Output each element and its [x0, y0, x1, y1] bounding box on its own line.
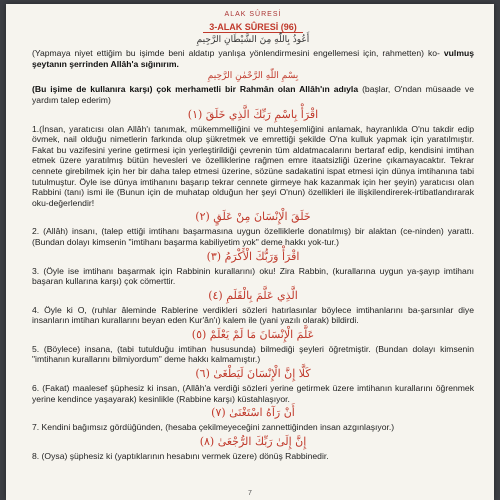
verse-2-arabic: خَلَقَ الْإِنْسَانَ مِنْ عَلَقٍ (٢) — [195, 210, 311, 224]
page-number: 7 — [248, 490, 252, 497]
verse-6-arabic: كَلَّا إِنَّ الْإِنْسَانَ لَيَطْغَىٰ (٦) — [195, 367, 311, 381]
istiaze-translation — [32, 48, 474, 69]
besmele-translation-a: (Bu işime de kullanıra karşı) çok merhametli bir Rahmân olan Allâh'ın adıyla — [32, 84, 359, 95]
besmele-translation-b: (başlar, O'ndan müsaade ve yardım talep ederim) — [32, 84, 475, 105]
verse-7-arabic: أَنْ رَآهُ اسْتَغْنَىٰ (٧) — [211, 406, 295, 420]
verse-6-translation: 6. (Fakat) maalesef şüphesiz ki insan, (Allâh'a verdiği sözleri yerine getirmek üzere imtihanın kurallarını öğrenmek yerine kendince yaşayarak) kesinlikle (Rabbine karşı) küstahlaşıyor. — [32, 383, 474, 404]
verse-1-translation: 1.(İnsan, yaratıcısı olan Allâh'ı tanımak, mükemmelliğini ve muhteşemliğini anlamak, hayranlıkla O'nu takdir edip övmek, nail olduğu nimetlerin farkında olup şükretmek ve emrettiği şekilde O'na kulluk yapmak için yaratılmıştır. Fakat bu vazifesini yerine getirmesi için yerleştirildiği çevrenin tüm aldatmacalarını bertaraf edip, kendisini imtihan etmek üzere yaratılmış bütün hevesleri ve özelliklerine rağmen emre itaatsizliği üzerine çıkamayacaktır. Tekrar cennete girebilmek için her bir daha talep etmesi üzerine, sözüne sadakatini ispat etmesi için dünya imtihanına tabi tutulmuştur. Öyle ise dünya imtihanını başarıp tekrar cennete girmeye hak kazanmak için her şeyin) yaratıcısı olan Rabbini (tanı) ismi ile (Bunun için de muhatap olduğun her şeyi O'nun) özellikleri ile ilişkilendirerek-irtibatlandırarak oku-değerlendir! — [32, 123, 474, 208]
sura-title-text: 3-ALAK SÛRESİ (96) — [203, 22, 303, 33]
verse-4-arabic: الَّذِي عَلَّمَ بِالْقَلَمِ (٤) — [208, 288, 298, 302]
verse-5-arabic: عَلَّمَ الْإِنْسَانَ مَا لَمْ يَعْلَمْ (٥) — [191, 327, 315, 341]
besmele-translation — [32, 84, 474, 105]
verse-8-arabic: إِنَّ إِلَىٰ رَبِّكَ الرُّجْعَىٰ (٨) — [199, 434, 307, 448]
verse-4-translation: 4. Öyle ki O, (ruhlar âleminde Rablerine verdikleri sözleri hatırlasınlar böylece imtihanlarını ba-şarsınlar diye insanların imtihan kurallarını beyan eden Kur'ân'ı) kalem ile (yani yazılı olarak) bildirdi. — [32, 304, 474, 326]
book-page — [6, 4, 494, 500]
verse-5-translation: 5. (Böylece) insana, (tabi tutulduğu imtihan hususunda) bilmediği şeyleri öğretmiştir. (Bundan dolayı kimsenin "imtihanın kurallarını bilmiyordum" deme hakkı kalmamıştır.) — [32, 343, 474, 365]
sura-title — [32, 22, 474, 33]
verse-8-translation: 8. (Oysa) şüphesiz ki (yaptıklarının hesabını vermek üzere) dönüş Rabbinedir. — [32, 450, 329, 461]
verse-7-translation: 7. Kendini bağımsız gördüğünden, (hesaba çekilmeyeceğini zannettiğinden insan azgınlaşıyor.) — [32, 422, 395, 433]
verse-3-translation: 3. (Öyle ise imtihanı başarmak için Rabbinin kurallarını) oku! Zira Rabbin, (kurallarına uygun ya-şayıp imtihanı başaran kullarına karşı) çok cömerttir. — [32, 265, 474, 287]
running-header: ALAK SÛRESİ — [224, 11, 282, 18]
istiaze-arabic: أَعُوذُ بِاللّٰهِ مِنَ الشَّيْطَانِ الرَّجِيمِ — [196, 35, 310, 46]
verse-1-arabic: اقْرَأْ بِاسْمِ رَبِّكَ الَّذِي خَلَقَ (١) — [187, 107, 319, 121]
istiaze-translation-a: (Yapmaya niyet ettiğim bu işimde beni aldatıp yanlışa yönlendirmesini engellemesi için, rahmetten) ko- — [32, 48, 440, 59]
page-content — [32, 10, 474, 462]
istiaze-translation-b: vulmuş şeytanın şerrinden Allâh'a sığınırım. — [32, 48, 474, 69]
verse-3-arabic: اقْرَأْ وَرَبُّكَ الْأَكْرَمُ (٣) — [206, 249, 300, 263]
verse-2-translation: 2. (Allâh) insanı, (talep ettiği imtihanı başarmasına uygun özelliklerle donatılmış) bir alaktan (ce-ninden) yarattı. (Bundan dolayı kimsenin "imtihanı başarma kabiliyetim yok" deme hakkı yok-tur.) — [32, 226, 474, 247]
besmele-arabic: بِسْمِ اللّٰهِ الرَّحْمٰنِ الرَّحِيمِ — [207, 71, 299, 82]
